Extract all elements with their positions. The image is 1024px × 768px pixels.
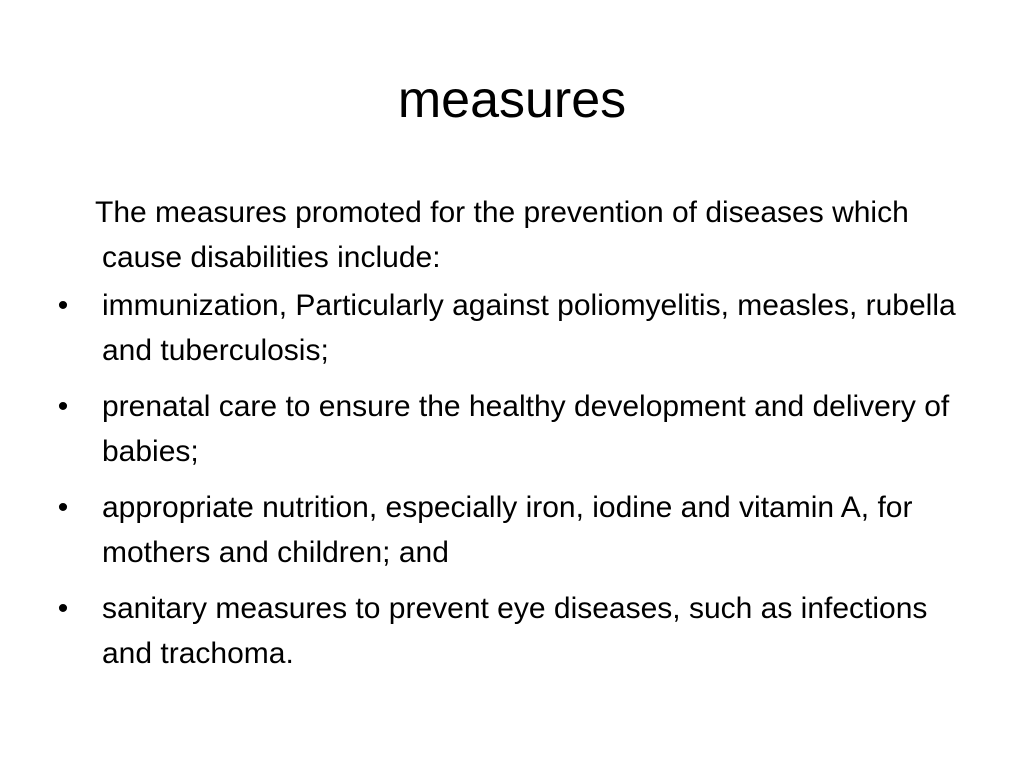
bullet-dot-icon: • (57, 491, 69, 524)
bullet-item-sanitary-measures (56, 586, 976, 676)
slide-title: measures (397, 71, 627, 129)
bullet-text: prenatal care to ensure the healthy development and delivery of babies; (102, 390, 950, 468)
slide-body (56, 190, 976, 687)
bullet-item-prenatal-care (56, 384, 976, 474)
bullet-list (56, 283, 976, 676)
bullet-dot-icon: • (57, 390, 69, 423)
bullet-item-immunization (56, 283, 976, 373)
bullet-dot-icon: • (57, 289, 69, 322)
intro-paragraph: The measures promoted for the prevention of diseases which cause disabilities include: (95, 196, 909, 274)
bullet-item-nutrition (56, 485, 976, 575)
bullet-dot-icon: • (57, 592, 69, 625)
bullet-text: sanitary measures to prevent eye diseases, such as infections and trachoma. (102, 592, 928, 670)
bullet-text: immunization, Particularly against poliomyelitis, measles, rubella and tuberculosis; (102, 289, 956, 367)
bullet-text: appropriate nutrition, especially iron, iodine and vitamin A, for mothers and children; and (102, 491, 913, 569)
